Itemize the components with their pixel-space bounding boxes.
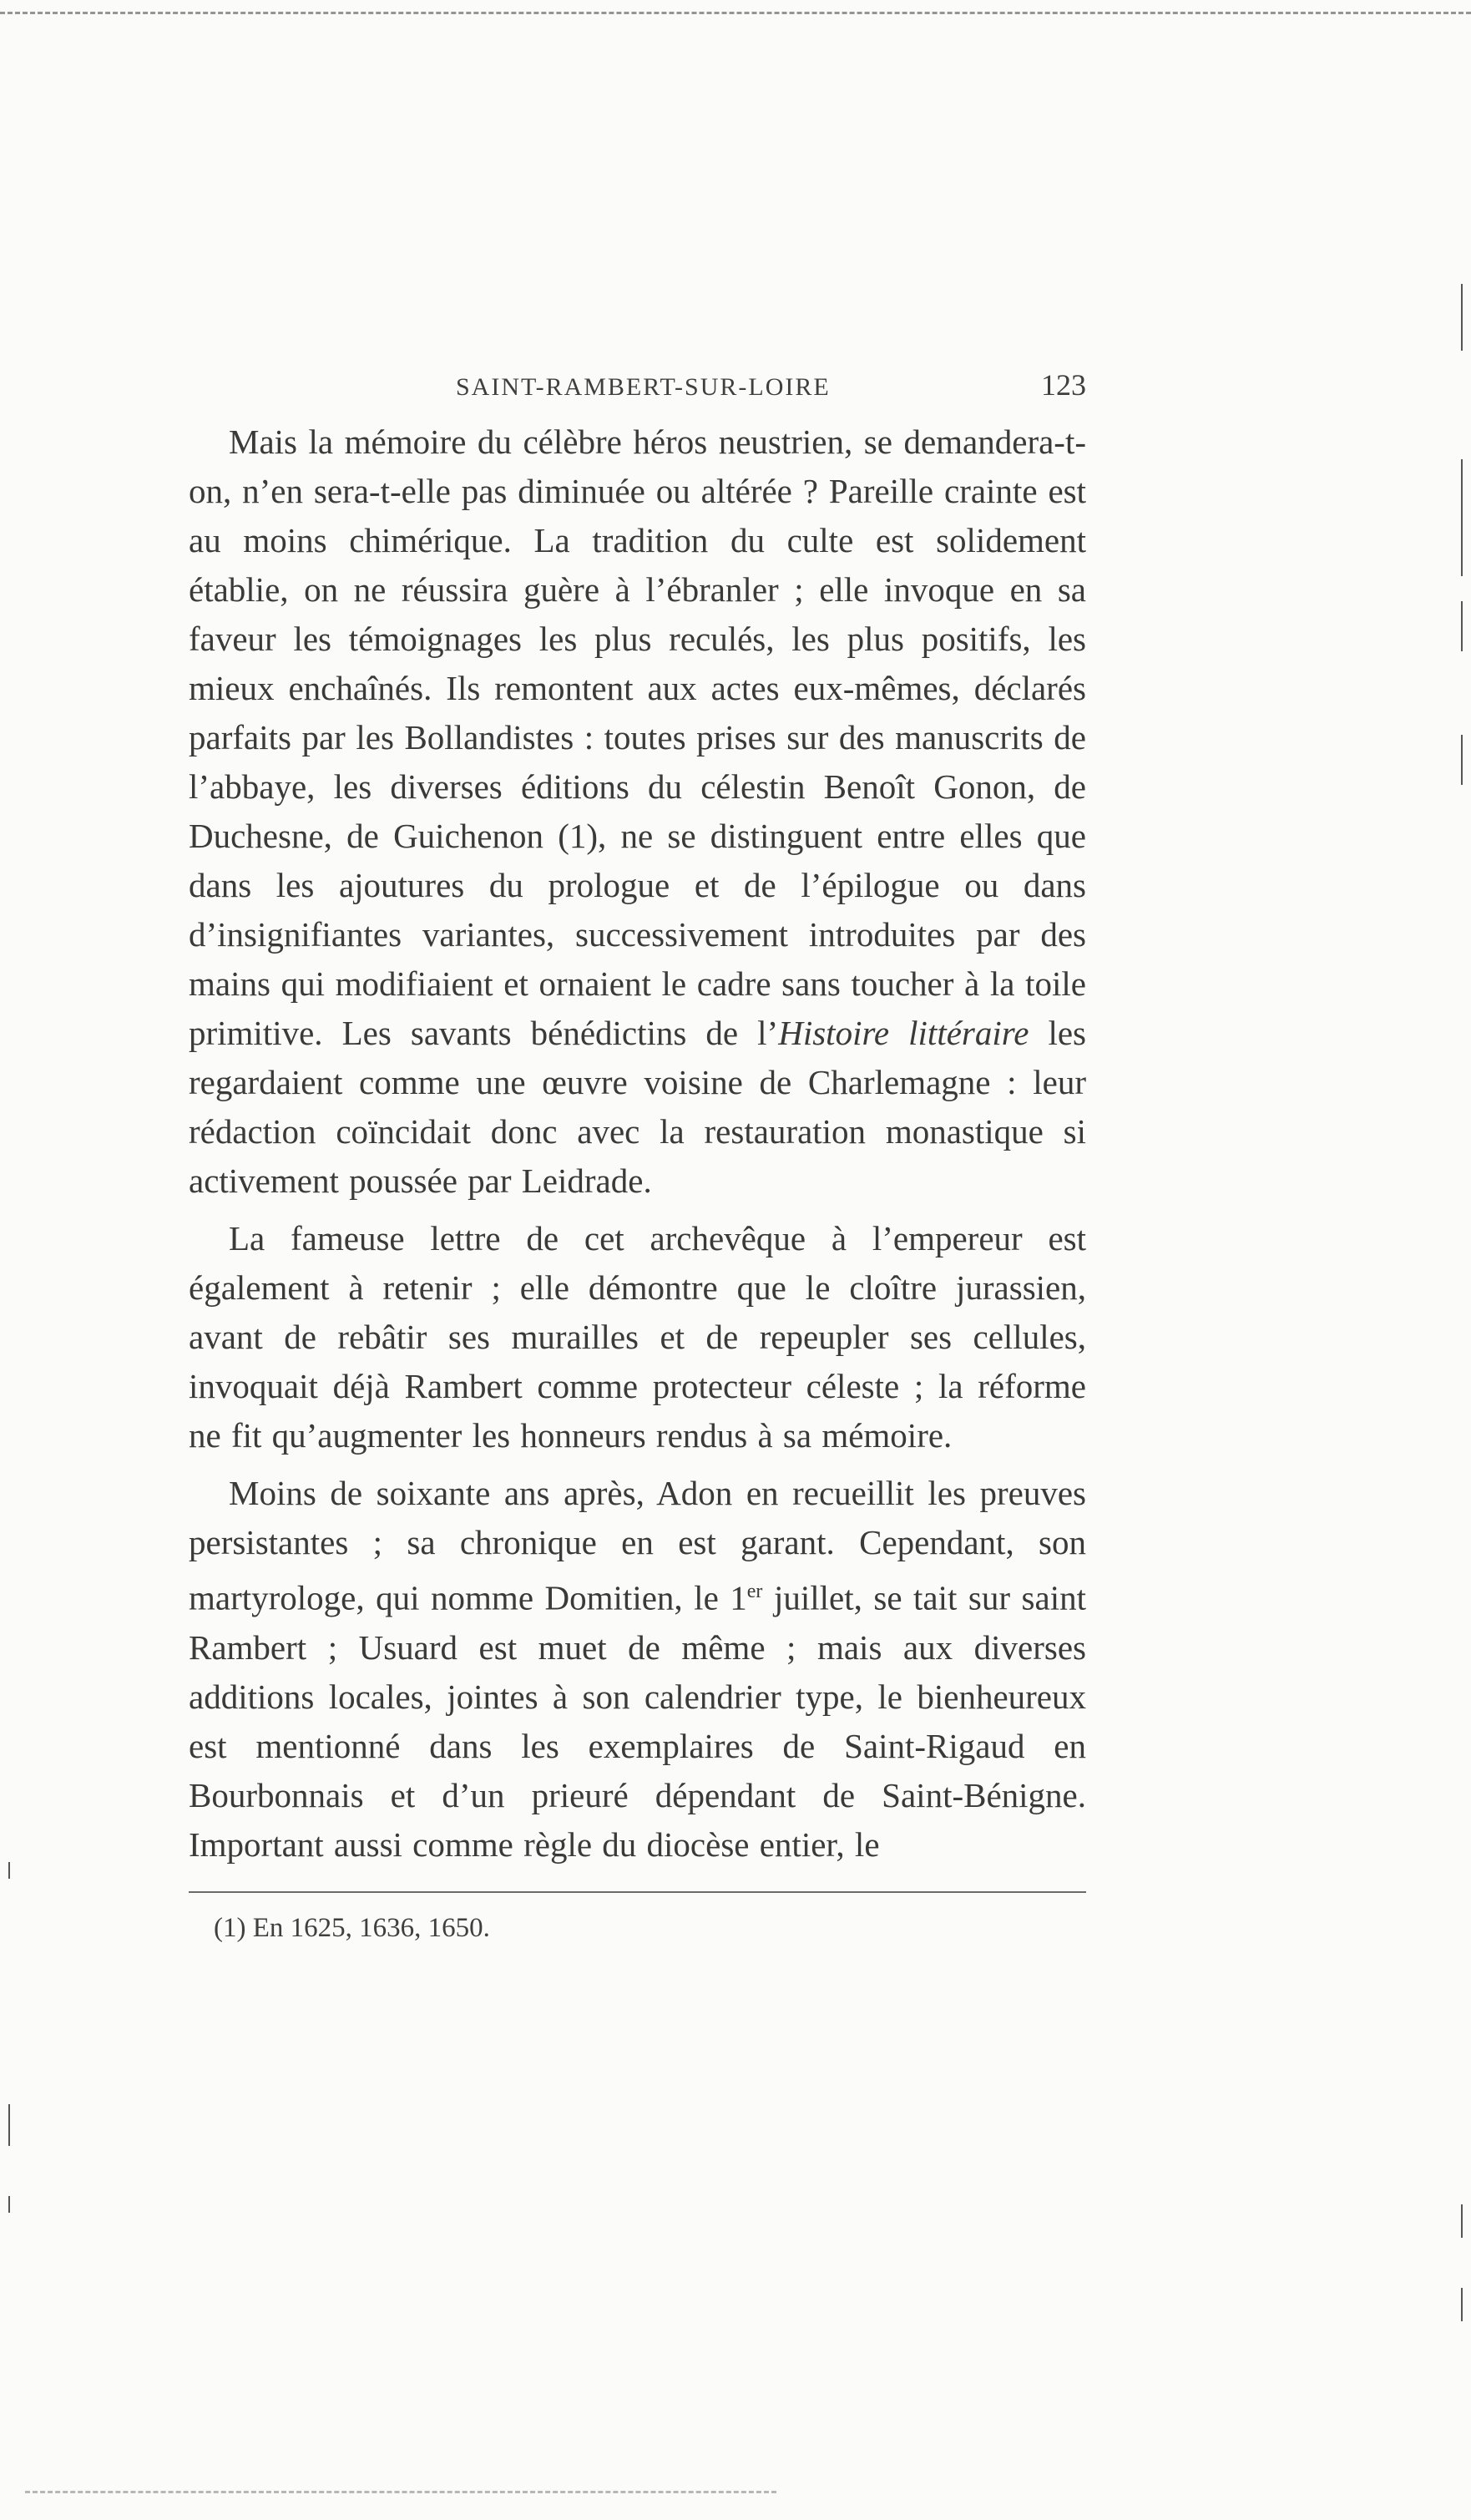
- margin-mark: [1461, 601, 1463, 651]
- margin-mark: [1461, 459, 1463, 576]
- running-title: SAINT-RAMBERT-SUR-LOIRE: [456, 373, 831, 401]
- footnote: (1) En 1625, 1636, 1650.: [214, 1912, 490, 1943]
- footnote-rule: [189, 1891, 1086, 1893]
- margin-mark: [8, 2196, 10, 2213]
- page-bottom-edge: [25, 2491, 776, 2493]
- paragraph-2: La fameuse lettre de cet archevêque à l’empereur est également à retenir ; elle démontre que le cloître jurassien, avant de rebâtir ses murailles et de repeupler ses cellules, invoquait déjà Rambert comme protecteur céleste ; la réforme ne fit qu’augmenter les honneurs rendus à sa mémoire.: [189, 1219, 1086, 1455]
- margin-mark: [1461, 735, 1463, 785]
- margin-mark: [8, 2104, 10, 2146]
- page-top-edge: [0, 12, 1471, 14]
- paragraph-3-text-a: Moins de soixante ans après, Adon en recueillit les preuves persistantes ; sa chronique en est garant. Cependant, son martyrologe, qui nomme Domitien, le 1: [189, 1474, 1086, 1617]
- paragraph-1-text-a: Mais la mémoire du célèbre héros neustrien, se demandera-t-on, n’en sera-t-elle pas diminuée ou altérée ? Pareille crainte est au moins chimérique. La tradition du culte est solidement établie, on ne réussira guère à l’ébranler ; elle invoque en sa faveur les témoignages les plus reculés, les plus positifs, les mieux enchaînés. Ils remontent aux actes eux-mêmes, déclarés parfaits par les Bollandistes : toutes prises sur des manuscrits de l’abbaye, les diverses éditions du célestin Benoît Gonon, de Duchesne, de Guichenon (1), ne se distinguent entre elles que dans les ajoutures du prologue et de l’épilogue ou dans d’insignifiantes variantes, successivement introduites par des mains qui modifiaient et ornaient le cadre sans toucher à la toile primitive. Les savants bénédictins de l’: [189, 423, 1086, 1052]
- running-head: [189, 367, 1086, 417]
- book-page: [189, 367, 1086, 1944]
- paragraph-1: [189, 417, 1086, 1206]
- margin-mark: [8, 1862, 10, 1879]
- margin-mark: [1461, 2204, 1463, 2238]
- margin-mark: [1461, 2288, 1463, 2321]
- paragraph-1-text-b: les regardaient comme une œuvre voisine de Charlemagne : leur rédaction coïncidait donc avec la restauration monastique si activement poussée par Leidrade.: [189, 1014, 1086, 1200]
- margin-mark: [1461, 284, 1463, 351]
- paragraph-3: [189, 1469, 1086, 1870]
- italic-title: Histoire littéraire: [778, 1014, 1029, 1052]
- paragraph-3-text-b: juillet, se tait sur saint Rambert ; Usuard est muet de même ; mais aux diverses additions locales, jointes à son calendrier type, le bienheureux est mentionné dans les exemplaires de Saint-Rigaud en Bourbonnais et d’un prieuré dépendant de Saint-Bénigne. Important aussi comme règle du diocèse entier, le: [189, 1578, 1086, 1864]
- page-number: 123: [1041, 368, 1086, 402]
- superscript-er: er: [746, 1581, 763, 1602]
